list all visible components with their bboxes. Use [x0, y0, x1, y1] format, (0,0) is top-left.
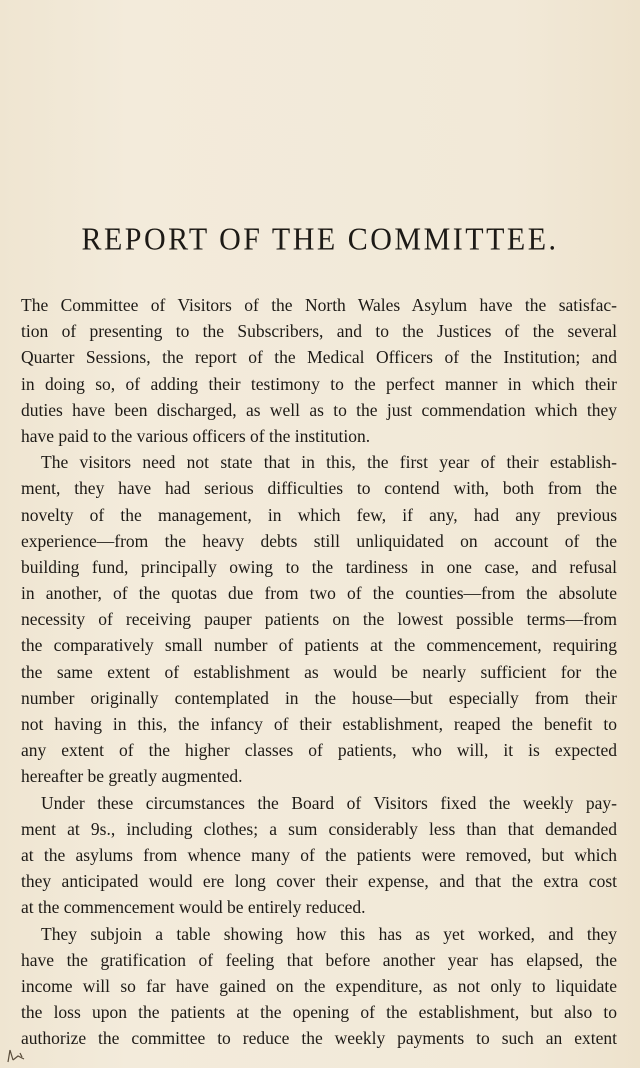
text-line: novelty of the management, in which few, if any, had any previous — [21, 504, 617, 525]
text-line: at the commencement would be entirely reduced. — [21, 897, 366, 918]
text-line: building fund, principally owing to the tardiness in one case, and refusal — [21, 556, 617, 577]
page-title: REPORT OF THE COMMITTEE. — [81, 221, 559, 257]
text-line: The visitors need not state that in this, the first year of their establish- — [41, 452, 617, 473]
text-line: have the gratification of feeling that before another year has elapsed, the — [21, 949, 617, 970]
text-line: Under these circumstances the Board of Visitors fixed the weekly pay- — [41, 792, 617, 813]
text-line: ment, they have had serious difficulties to contend with, both from the — [21, 478, 617, 499]
text-line: ment at 9s., including clothes; a sum considerably less than that demanded — [21, 818, 617, 839]
text-line: not having in this, the infancy of their establishment, reaped the benefit to — [21, 714, 617, 734]
printer-signature-mark — [6, 1044, 28, 1064]
text-line: Quarter Sessions, the report of the Medical Officers of the Institution; and — [21, 347, 617, 368]
text-line: the loss upon the patients at the opening of the establishment, but also to — [21, 1002, 617, 1023]
text-line: in another, of the quotas due from two of the counties—from the absolute — [21, 583, 617, 604]
text-line: They subjoin a table showing how this has as yet worked, and they — [41, 923, 617, 944]
text-line: in doing so, of adding their testimony to the perfect manner in which their — [21, 373, 617, 394]
text-line: the comparatively small number of patients at the commencement, requiring — [21, 635, 617, 656]
text-line: income will so far have gained on the expenditure, as not only to liquidate — [21, 975, 617, 996]
text-line: number originally contemplated in the house—but especially from their — [21, 687, 617, 708]
text-line: experience—from the heavy debts still unliquidated on account of the — [21, 530, 617, 551]
text-line: the same extent of establishment as would be nearly sufficient for the — [21, 661, 617, 682]
text-line: any extent of the higher classes of patients, who will, it is expected — [21, 740, 617, 761]
text-line: they anticipated would ere long cover their expense, and that the extra cost — [21, 871, 617, 892]
text-line: tion of presenting to the Subscribers, and to the Justices of the several — [21, 321, 617, 342]
text-line: at the asylums from whence many of the patients were removed, but which — [21, 844, 617, 865]
report-body — [21, 292, 617, 1051]
text-line: duties have been discharged, as well as to the just commendation which they — [21, 399, 617, 420]
text-line: have paid to the various officers of the institution. — [21, 425, 371, 446]
text-line: authorize the committee to reduce the weekly payments to such an extent — [21, 1028, 617, 1049]
text-line: necessity of receiving pauper patients on the lowest possible terms—from — [21, 609, 617, 630]
text-line: hereafter be greatly augmented. — [21, 766, 243, 787]
text-line: The Committee of Visitors of the North Wales Asylum have the satisfac- — [21, 295, 617, 315]
